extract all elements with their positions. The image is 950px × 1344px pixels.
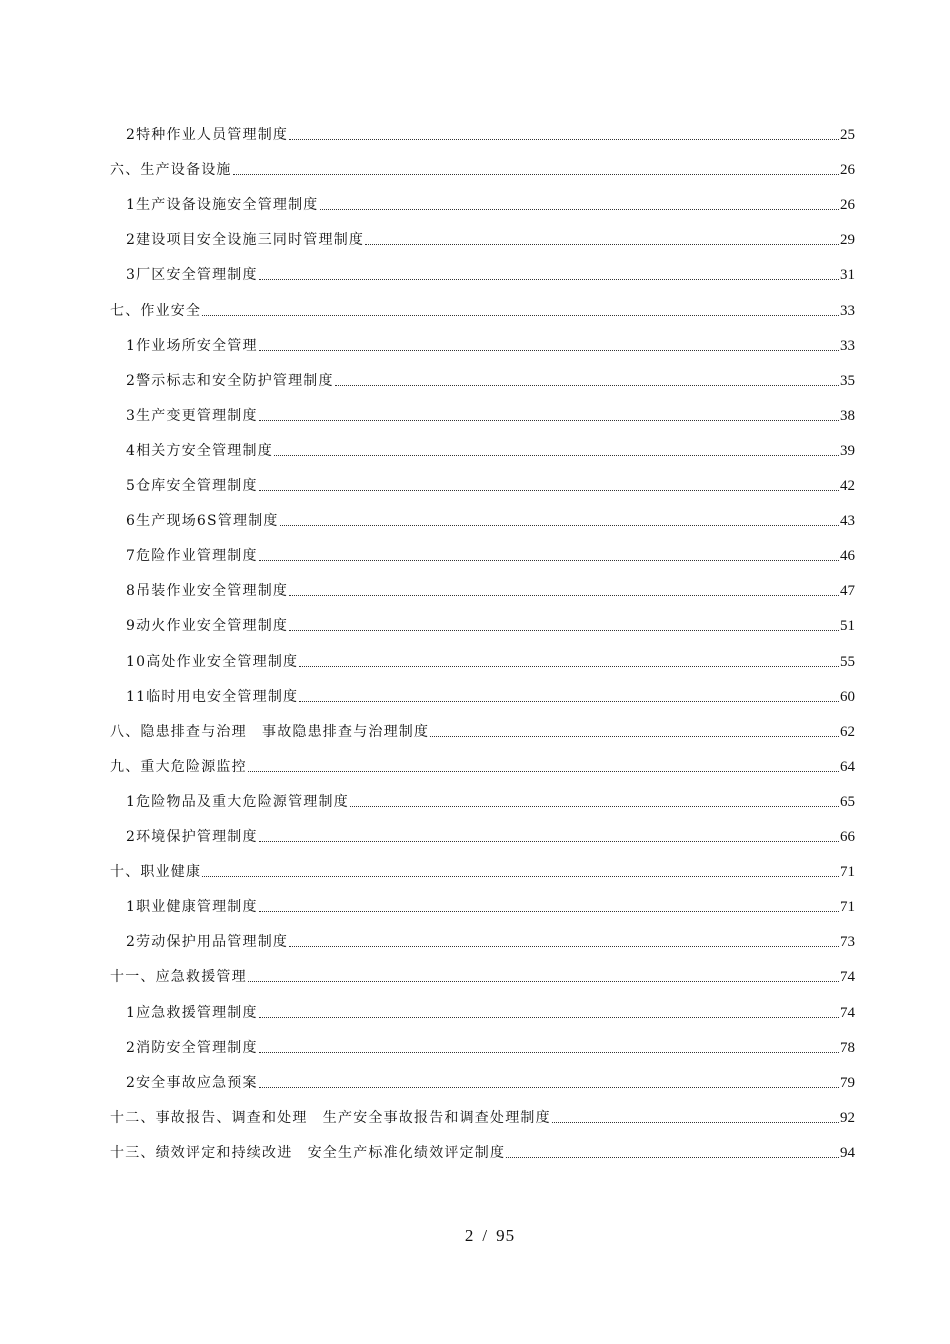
toc-entry-page: 42 (840, 478, 855, 494)
toc-entry-title: 十、职业健康 (110, 864, 202, 881)
toc-entry[interactable] (126, 929, 855, 951)
toc-entry[interactable] (126, 824, 855, 846)
toc-entry-page: 33 (840, 302, 855, 319)
toc-entry[interactable] (126, 438, 855, 460)
toc-entry-title: 3厂区安全管理制度 (126, 267, 258, 284)
toc-entry[interactable] (126, 1070, 855, 1092)
toc-entry-page: 29 (840, 232, 855, 249)
toc-entry-page: 73 (840, 934, 855, 951)
toc-chapter-entry[interactable] (110, 754, 855, 776)
dot-leader (280, 512, 839, 530)
toc-entry[interactable] (126, 473, 855, 495)
toc-chapter-entry[interactable] (110, 1140, 855, 1162)
toc-entry-page: 26 (840, 197, 855, 214)
toc-chapter-entry[interactable] (110, 719, 855, 741)
dot-leader (259, 1039, 839, 1057)
toc-chapter-entry[interactable] (110, 1105, 855, 1127)
toc-entry-title: 3生产变更管理制度 (126, 407, 258, 424)
toc-entry[interactable] (126, 789, 855, 811)
toc-entry-title: 2安全事故应急预案 (126, 1074, 258, 1091)
toc-entry-title: 六、生产设备设施 (110, 162, 232, 179)
dot-leader (202, 863, 839, 881)
dot-leader (320, 196, 839, 214)
toc-entry-title: 十二、事故报告、调查和处理 生产安全事故报告和调查处理制度 (110, 1109, 551, 1126)
dot-leader (202, 302, 839, 320)
dot-leader (259, 1004, 839, 1022)
toc-entry-title: 2警示标志和安全防护管理制度 (126, 372, 334, 389)
dot-leader (289, 582, 839, 600)
toc-entry-title: 1作业场所安全管理 (126, 337, 258, 354)
toc-chapter-entry[interactable] (110, 298, 855, 320)
toc-entry-page: 39 (840, 442, 855, 459)
toc-entry[interactable] (126, 1035, 855, 1057)
toc-entry-title: 1危险物品及重大危险源管理制度 (126, 793, 349, 810)
toc-entry-title: 1应急救援管理制度 (126, 1004, 258, 1021)
toc-entry-title: 11临时用电安全管理制度 (126, 688, 299, 705)
dot-leader (506, 1144, 839, 1162)
page-separator: / (482, 1226, 489, 1245)
toc-entry-page: 38 (840, 407, 855, 424)
dot-leader (430, 723, 839, 741)
toc-entry[interactable] (126, 894, 855, 916)
toc-entry[interactable] (126, 403, 855, 425)
toc-entry[interactable] (126, 684, 855, 706)
toc-entry-page: 94 (840, 1144, 855, 1161)
toc-entry-title: 七、作业安全 (110, 302, 202, 319)
dot-leader (552, 1109, 839, 1127)
page-number (0, 1226, 950, 1246)
toc-chapter-entry[interactable] (110, 964, 855, 986)
toc-entry[interactable] (126, 333, 855, 355)
toc-entry[interactable] (126, 192, 855, 214)
toc-entry-title: 5仓库安全管理制度 (126, 478, 258, 494)
toc-entry-title: 4相关方安全管理制度 (126, 442, 273, 459)
toc-entry-page: 79 (840, 1074, 855, 1091)
toc-entry-page: 64 (840, 758, 855, 775)
toc-entry-page: 66 (840, 829, 855, 845)
toc-entry-page: 51 (840, 618, 855, 635)
toc-entry-title: 10高处作业安全管理制度 (126, 653, 299, 670)
dot-leader (299, 653, 839, 671)
toc-entry-title: 十三、绩效评定和持续改进 安全生产标准化绩效评定制度 (110, 1144, 506, 1161)
toc-entry-page: 31 (840, 267, 855, 284)
dot-leader (289, 126, 839, 144)
dot-leader (259, 407, 839, 425)
toc-entry-page: 43 (840, 513, 855, 530)
toc-entry-title: 2特种作业人员管理制度 (126, 127, 289, 143)
toc-entry-title: 九、重大危险源监控 (110, 758, 247, 775)
toc-entry[interactable] (126, 649, 855, 671)
toc-entry[interactable] (126, 543, 855, 565)
dot-leader (259, 1074, 839, 1092)
toc-entry-title: 1生产设备设施安全管理制度 (126, 197, 319, 214)
dot-leader (259, 337, 839, 355)
toc-entry-page: 60 (840, 688, 855, 705)
toc-entry-title: 1职业健康管理制度 (126, 899, 258, 916)
toc-entry-title: 八、隐患排查与治理 事故隐患排查与治理制度 (110, 723, 430, 740)
toc-entry-page: 74 (840, 969, 855, 986)
toc-entry-page: 25 (840, 127, 855, 143)
dot-leader (274, 442, 839, 460)
toc-entry-page: 46 (840, 548, 855, 565)
toc-entry-page: 33 (840, 337, 855, 354)
dot-leader (259, 266, 839, 284)
toc-chapter-entry[interactable] (110, 157, 855, 179)
toc-entry-page: 65 (840, 793, 855, 810)
toc-entry-page: 74 (840, 1004, 855, 1021)
dot-leader (299, 688, 839, 706)
toc-entry-page: 47 (840, 583, 855, 600)
dot-leader (365, 231, 839, 249)
toc-entry-title: 2劳动保护用品管理制度 (126, 934, 289, 951)
toc-entry-title: 8吊装作业安全管理制度 (126, 583, 289, 600)
toc-entry-page: 35 (840, 372, 855, 389)
toc-entry-page: 71 (840, 899, 855, 916)
toc-entry-title: 十一、应急救援管理 (110, 969, 247, 986)
dot-leader (248, 758, 839, 776)
toc-entry-page: 71 (840, 864, 855, 881)
dot-leader (259, 477, 839, 495)
toc-entry-title: 7危险作业管理制度 (126, 548, 258, 565)
toc-entry-title: 6生产现场6S管理制度 (126, 513, 279, 530)
toc-entry[interactable] (126, 508, 855, 530)
toc-entry[interactable] (126, 262, 855, 284)
toc-entry[interactable] (126, 368, 855, 390)
dot-leader (259, 547, 839, 565)
toc-entry[interactable] (126, 122, 855, 144)
current-page: 2 (464, 1226, 475, 1245)
toc-entry-page: 26 (840, 162, 855, 179)
toc-entry-title: 9动火作业安全管理制度 (126, 618, 289, 635)
dot-leader (335, 372, 839, 390)
dot-leader (289, 933, 839, 951)
dot-leader (233, 161, 839, 179)
total-pages: 95 (496, 1226, 516, 1245)
dot-leader (289, 617, 839, 635)
toc-entry-page: 92 (840, 1109, 855, 1126)
toc-entry[interactable] (126, 227, 855, 249)
dot-leader (248, 968, 839, 986)
toc-entry-page: 62 (840, 723, 855, 740)
dot-leader (259, 898, 839, 916)
toc-entry[interactable] (126, 578, 855, 600)
toc-entry-page: 78 (840, 1039, 855, 1056)
toc-entry-title: 2环境保护管理制度 (126, 829, 258, 845)
dot-leader (350, 793, 839, 811)
toc-entry-page: 55 (840, 653, 855, 670)
toc-entry[interactable] (126, 1000, 855, 1022)
toc-entry-title: 2建设项目安全设施三同时管理制度 (126, 232, 365, 249)
toc-entry-title: 2消防安全管理制度 (126, 1039, 258, 1056)
toc-chapter-entry[interactable] (110, 859, 855, 881)
dot-leader (259, 828, 839, 846)
toc-entry[interactable] (126, 613, 855, 635)
